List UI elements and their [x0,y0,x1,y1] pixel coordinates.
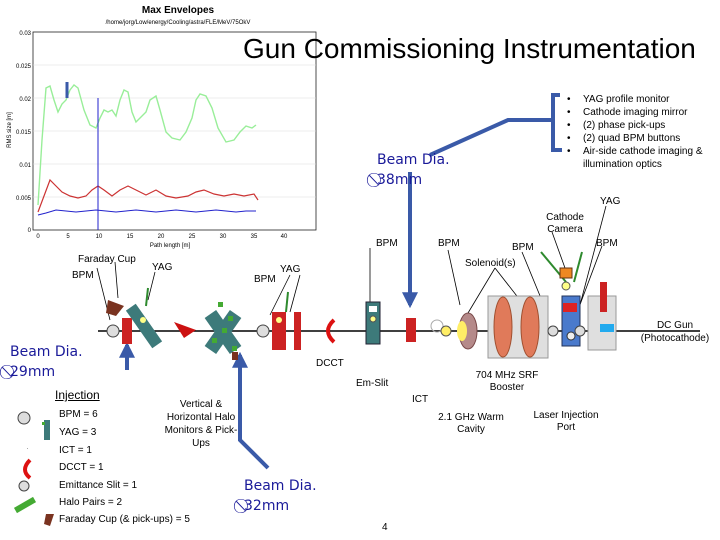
label-solenoids: Solenoid(s) [465,258,516,269]
legend-ict: ICT = 1 [59,445,92,456]
label-yag-left: YAG [152,262,173,273]
y-tick: 0.025 [15,64,31,70]
x-tick: 15 [126,234,134,240]
legend-dcct-icon [25,460,30,478]
label-halo-monitors: Vertical & Horizontal Halo Monitors & Pick-Ups [164,399,238,449]
legend-ict-icon [27,448,28,449]
label-faraday-cup: Faraday Cup [78,254,136,265]
srf-cavity-cell [494,297,512,357]
label-bpm-mid: BPM [254,274,276,285]
yag-mid-dot [276,317,282,323]
beam-32-line2: ⃠32mm [244,498,290,514]
faraday-cup-small [232,352,238,360]
legend-halo-icon [14,497,36,513]
bpm-gun-side [600,282,607,312]
faraday-cup-end [106,300,124,316]
label-em-slit: Em-Slit [356,378,389,389]
plot-subtitle: /home/jorg/Low/energy/Cooling/astra/FLE/MeV/75OkV [105,20,251,26]
feature-item: • (2) quad BPM buttons [567,132,707,145]
label-bpm-left: BPM [72,270,94,281]
legend-bpm: BPM = 6 [59,409,98,420]
beam-diameter-38 [377,150,450,190]
feature-item: • Cathode imaging mirror [567,106,707,119]
x-tick: 20 [157,234,165,240]
page-number: 4 [382,522,388,533]
yag-left-dot [140,317,146,323]
beam-38-line2: ⃠38mm [377,172,423,188]
legend-emittance-slit: Emittance Slit = 1 [59,480,138,491]
bpm-left [107,325,119,337]
plot-xlabel: Path length [m] [149,243,191,249]
faraday-cup-mid [174,322,196,338]
cathode-camera-lens [562,282,570,290]
laser-port-button [567,332,575,340]
slide-title: Gun Commissioning Instrumentation [243,33,696,64]
bpm-booster [441,326,451,336]
x-tick: 30 [219,234,227,240]
yag-mid-bar [294,312,301,350]
y-tick: 0.03 [19,31,31,37]
bpm-left-bar [122,318,132,344]
y-tick: 0.02 [19,97,31,103]
label-bpm-b: BPM [438,238,460,249]
y-tick: 0.015 [15,130,31,136]
plot-title: Max Envelopes [141,5,215,16]
beam-diameter-32 [244,476,317,516]
label-ict: ICT [412,394,429,405]
y-tick: 0 [27,228,31,234]
legend-icons [14,412,54,526]
x-tick: 35 [250,234,258,240]
legend-faraday-cup: Faraday Cup (& pick-ups) = 5 [59,514,190,525]
x-tick: 40 [280,234,288,240]
label-bpm-c: BPM [512,242,534,253]
dc-gun-cathode [600,324,614,332]
beam-32-arrow [240,355,268,468]
y-tick: 0.01 [19,163,31,169]
label-bpm-d: BPM [596,238,618,249]
label-laser-port: Laser Injection Port [533,410,599,433]
em-slit-window [369,306,377,312]
label-dc-gun: DC Gun (Photocathode) [640,320,710,344]
plot-ylabel: RMS size [m] [7,112,13,148]
legend-dcct: DCCT = 1 [59,462,104,473]
x-tick: 5 [66,234,70,240]
x-tick: 25 [188,234,196,240]
label-dcct: DCCT [316,358,344,369]
beam-diameter-29 [10,342,83,382]
beam-32-line1: Beam Dia. [244,478,317,494]
warm-cavity-highlight [457,321,467,341]
legend-halo-pairs: Halo Pairs = 2 [59,497,123,508]
label-srf-booster: 704 MHz SRF Booster [475,370,539,393]
legend-bpm-icon [18,412,30,424]
label-warm-cavity: 2.1 GHz Warm Cavity [438,412,504,435]
cathode-camera-box [560,268,572,278]
label-yag-mid: YAG [280,264,301,275]
beam-29-line2: ⃠29mm [10,364,56,380]
beam-38-line1: Beam Dia. [377,152,450,168]
label-cathode-camera: Cathode Camera [546,212,584,235]
legend-heading: Injection [55,388,100,402]
feature-item: • (2) phase pick-ups [567,119,707,132]
legend-faraday-icon [44,514,54,526]
y-tick: 0.005 [15,196,31,202]
label-yag-top: YAG [600,196,621,207]
bpm-mid [257,325,269,337]
beam-38-bracket [553,95,562,150]
label-bpm-a: BPM [376,238,398,249]
bpm-gun-2 [575,326,585,336]
x-tick: 0 [36,234,40,240]
beam-29-line1: Beam Dia. [10,344,83,360]
x-tick: 10 [95,234,103,240]
feature-item: • YAG profile monitor [567,93,707,106]
legend-yag: YAG = 3 [59,427,97,438]
feature-item: • Air-side cathode imaging & illumination optics [567,145,707,171]
bpm-gun [548,326,558,336]
em-slit-button [370,316,376,322]
legend-slit-icon [19,481,29,491]
bpm-em [406,318,416,342]
laser-port-window [563,303,577,312]
srf-cavity-cell [521,297,539,357]
